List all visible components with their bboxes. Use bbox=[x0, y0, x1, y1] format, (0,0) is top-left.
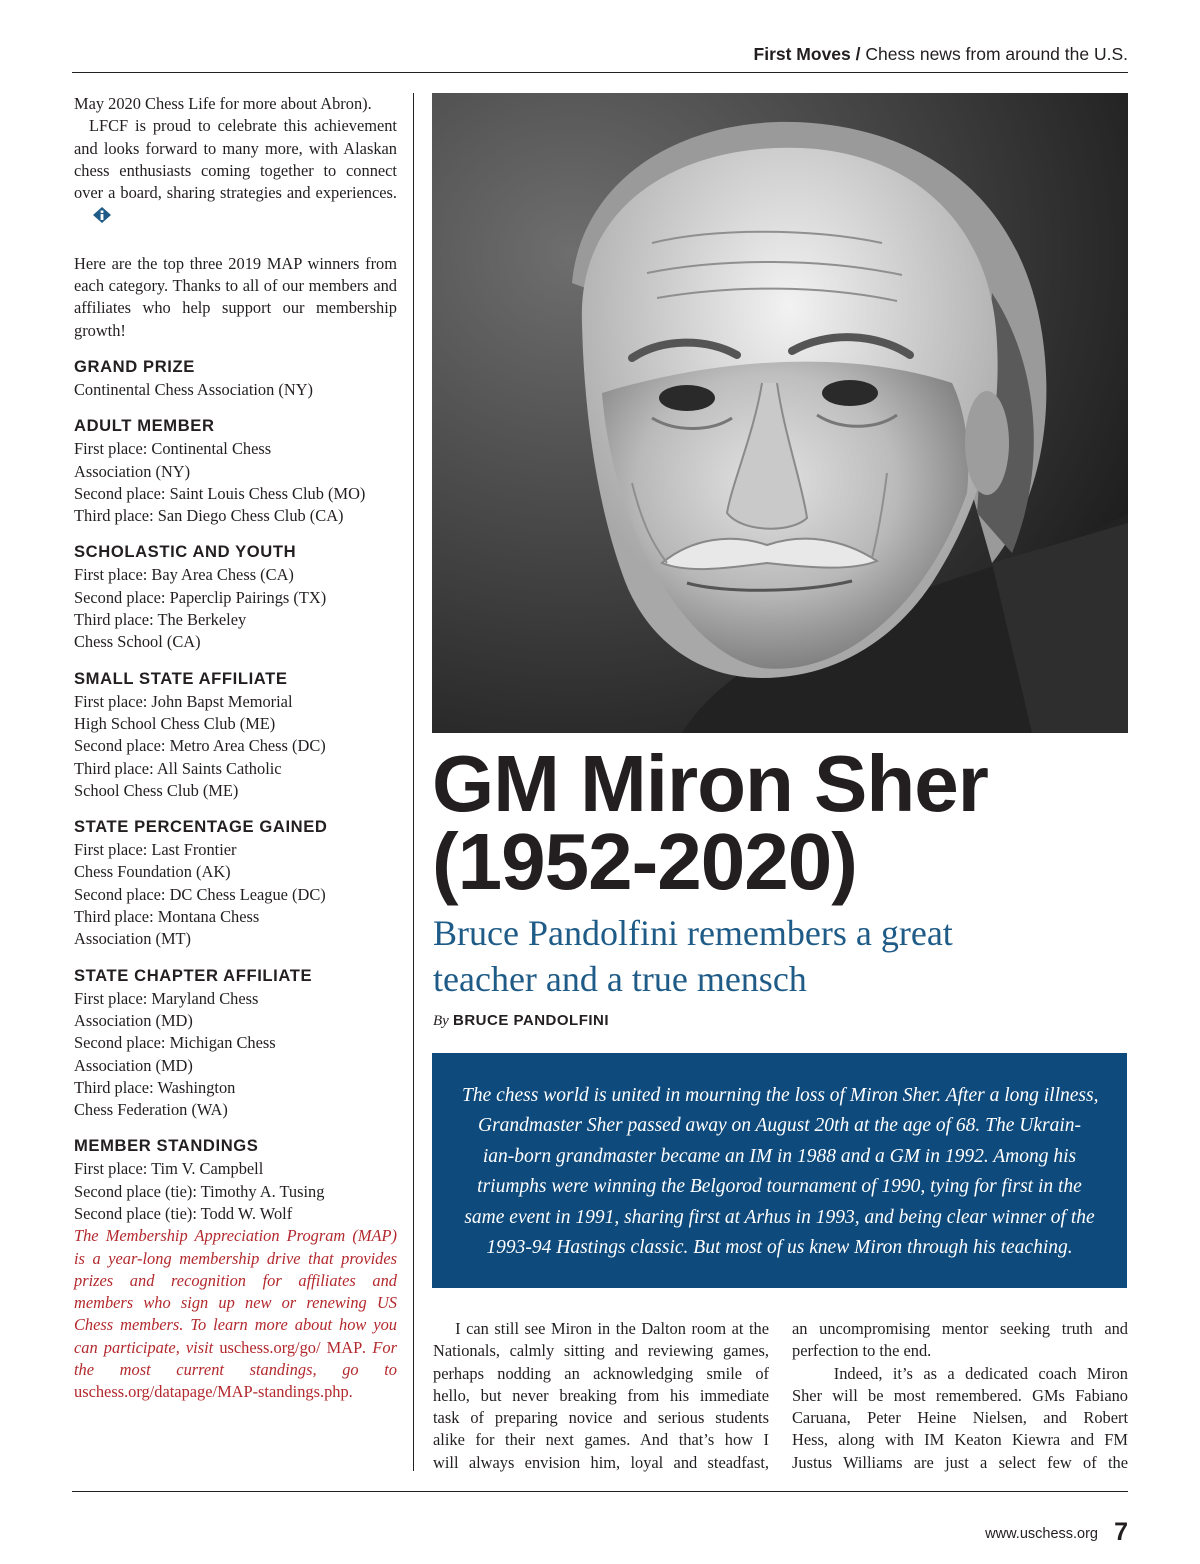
byline-author: BRUCE PANDOLFINI bbox=[453, 1012, 610, 1029]
body-line: Hess, along with IM Keaton Kiewra and FM bbox=[792, 1430, 1128, 1450]
body-line: perfection to the end. bbox=[792, 1341, 932, 1361]
category-winners bbox=[74, 1158, 397, 1225]
byline bbox=[433, 1012, 609, 1030]
winner-line: School Chess Club (ME) bbox=[74, 780, 239, 800]
lfcf-paragraph: LFCF is proud to celebrate this achievement and looks forward to many more, with Alaskan chess enthusiasts coming together to connect over a board, sharing strategies and experiences. bbox=[74, 115, 397, 230]
category-heading: SCHOLASTIC AND YOUTH bbox=[74, 542, 297, 562]
section-tagline: Chess news from around the U.S. bbox=[865, 44, 1128, 64]
category-winners bbox=[74, 988, 397, 1122]
intro-line: Grandmaster Sher passed away on August 20th at the age of 68. The Ukrain- bbox=[477, 1115, 1082, 1137]
body-column-2 bbox=[792, 1318, 1128, 1474]
header-rule bbox=[72, 72, 1128, 73]
category-heading: ADULT MEMBER bbox=[74, 416, 215, 436]
end-mark-icon bbox=[77, 206, 112, 230]
footer-rule bbox=[72, 1491, 1128, 1492]
winner-line: First place: Continental Chess bbox=[74, 439, 272, 459]
intro-box bbox=[432, 1053, 1127, 1288]
category-winners bbox=[74, 839, 397, 950]
body-line: an uncompromising mentor seeking truth and bbox=[792, 1319, 1128, 1338]
body-line: I can still see Miron in the Dalton room at the bbox=[433, 1319, 769, 1338]
winner-line: Second place: DC Chess League (DC) bbox=[74, 884, 326, 904]
intro-line: same event in 1991, sharing first at Arhus in 1993, and being clear winner of the bbox=[464, 1206, 1095, 1228]
winner-line: Second place: Saint Louis Chess Club (MO) bbox=[74, 483, 366, 503]
category-heading: STATE PERCENTAGE GAINED bbox=[74, 817, 328, 837]
headline-line: GM Miron Sher bbox=[432, 739, 988, 828]
footer-url: www.uschess.org bbox=[985, 1526, 1098, 1542]
intro-line: 1993-94 Hastings classic. But most of us knew Miron through his teaching. bbox=[486, 1237, 1073, 1259]
winner-line: Chess Foundation (AK) bbox=[74, 862, 231, 882]
winner-line: Second place (tie): Timothy A. Tusing bbox=[74, 1181, 325, 1201]
winner-line: Third place: Montana Chess bbox=[74, 907, 260, 927]
portrait-photo bbox=[432, 93, 1128, 733]
winner-line: Second place (tie): Todd W. Wolf bbox=[74, 1203, 293, 1223]
category-winners bbox=[74, 564, 397, 653]
subheadline bbox=[433, 910, 1129, 1002]
section-label: First Moves / bbox=[753, 44, 861, 64]
winner-line: Third place: All Saints Catholic bbox=[74, 758, 282, 778]
body-line: alike for their next games. And that’s how I bbox=[433, 1430, 769, 1450]
column-divider bbox=[413, 93, 414, 1471]
winner-line: Second place: Michigan Chess bbox=[74, 1033, 276, 1053]
winner-line: First place: John Bapst Memorial bbox=[74, 691, 293, 711]
body-line: will always envision him, loyal and steadfast, bbox=[433, 1452, 769, 1472]
winner-line: Third place: Washington bbox=[74, 1077, 236, 1097]
left-column bbox=[74, 93, 397, 1404]
winner-line: First place: Last Frontier bbox=[74, 840, 237, 860]
category-winners bbox=[74, 691, 397, 802]
winner-line: Association (MD) bbox=[74, 1010, 193, 1030]
intro-line: The chess world is united in mourning the loss of Miron Sher. After a long illness, bbox=[462, 1085, 1099, 1106]
category-heading: SMALL STATE AFFILIATE bbox=[74, 668, 288, 688]
winners-list bbox=[74, 355, 397, 1225]
winner-line: Chess Federation (WA) bbox=[74, 1100, 228, 1120]
map-promo: The Membership Appreciation Program (MAP) is a year-long membership drive that provides prizes and recognition for affiliates and members who sign up new or renewing US Chess members. To learn more about how you can participate, visit uschess.org/go/ MAP. For the most current standings, go to uschess.org/datapage/MAP-standings.php. bbox=[74, 1226, 397, 1402]
body-line: Sher will be most remembered. GMs Fabiano bbox=[792, 1385, 1128, 1405]
winner-line: Continental Chess Association (NY) bbox=[74, 379, 314, 399]
winner-line: First place: Bay Area Chess (CA) bbox=[74, 565, 294, 585]
body-line: Justus Williams are just a select few of the bbox=[792, 1452, 1128, 1472]
winner-line: Second place: Metro Area Chess (DC) bbox=[74, 736, 326, 756]
winner-line: First place: Tim V. Campbell bbox=[74, 1159, 264, 1179]
category-winners bbox=[74, 438, 397, 527]
body-line: perhaps nodding an acknowledging smile of bbox=[433, 1363, 769, 1383]
headline-line: (1952-2020) bbox=[432, 817, 857, 906]
body-line: Nationals, calmly sitting and reviewing games, bbox=[433, 1341, 769, 1361]
running-head bbox=[754, 44, 1128, 65]
winner-line: Association (MD) bbox=[74, 1055, 193, 1075]
winner-line: Third place: The Berkeley bbox=[74, 610, 247, 630]
subheadline-line: teacher and a true mensch bbox=[433, 959, 807, 999]
body-line: Caruana, Peter Heine Nielsen, and Robert bbox=[792, 1408, 1128, 1428]
category-winners bbox=[74, 379, 397, 401]
winner-line: First place: Maryland Chess bbox=[74, 988, 259, 1008]
winner-line: Association (MT) bbox=[74, 929, 191, 949]
category-heading: STATE CHAPTER AFFILIATE bbox=[74, 965, 313, 985]
category-heading: GRAND PRIZE bbox=[74, 356, 195, 376]
page-number: 7 bbox=[1114, 1518, 1128, 1546]
body-line: hello, but never breaking from his immediate bbox=[433, 1385, 769, 1405]
headline bbox=[432, 739, 1128, 906]
standings-link[interactable]: uschess.org/datapage/MAP-standings.php. bbox=[74, 1382, 353, 1402]
byline-by: By bbox=[433, 1013, 449, 1029]
body-column-1 bbox=[433, 1318, 769, 1474]
subheadline-line: Bruce Pandolfini remembers a great bbox=[433, 913, 953, 953]
body-line: task of preparing novice and serious students bbox=[433, 1408, 769, 1428]
category-heading: MEMBER STANDINGS bbox=[74, 1136, 259, 1156]
intro-line: triumphs were winning the Belgorod tournament of 1990, tying for first in the bbox=[477, 1176, 1082, 1198]
winner-line: High School Chess Club (ME) bbox=[74, 713, 276, 733]
intro-line: ian-born grandmaster became an IM in 1988 and a GM in 1992. Among his bbox=[482, 1145, 1077, 1167]
intro-text bbox=[462, 1081, 1097, 1263]
winner-line: Second place: Paperclip Pairings (TX) bbox=[74, 587, 327, 607]
winner-line: Chess School (CA) bbox=[74, 632, 201, 652]
winner-line: Association (NY) bbox=[74, 461, 191, 481]
body-line: Indeed, it’s as a dedicated coach Miron bbox=[792, 1363, 1128, 1383]
winner-line: Third place: San Diego Chess Club (CA) bbox=[74, 506, 344, 526]
map-intro-paragraph: Here are the top three 2019 MAP winners from each category. Thanks to all of our members and affiliates who help support our membership growth! bbox=[74, 253, 397, 340]
map-link[interactable]: uschess.org/go/ MAP bbox=[219, 1337, 363, 1357]
intro-line: May 2020 Chess Life for more about Abron). bbox=[74, 94, 372, 113]
